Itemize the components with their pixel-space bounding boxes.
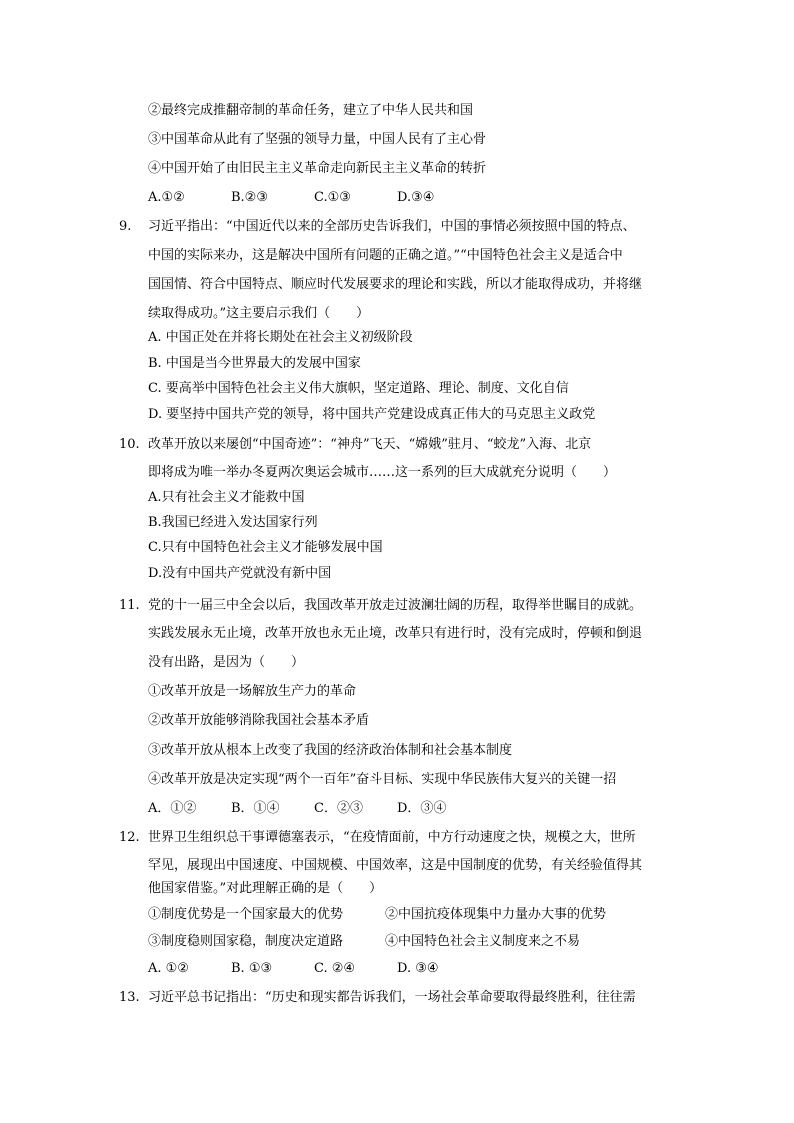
- q12-option-a[interactable]: A. ①②: [148, 961, 189, 976]
- q9-option-b[interactable]: B. 中国是当今世界最大的发展中国家: [148, 356, 361, 371]
- q12-number: 12.: [119, 830, 140, 845]
- q8-option-b[interactable]: B.②③: [231, 190, 268, 205]
- q12-item-2: ②中国抗疫体现集中力量办大事的优势: [385, 907, 607, 922]
- q8-option-c[interactable]: C.①③: [314, 190, 351, 205]
- q9-stem-line: 中国的实际来办，这是解决中国所有问题的正确之道。”“中国特色社会主义是适合中: [148, 248, 623, 263]
- q9-option-d[interactable]: D. 要坚持中国共产党的领导，将中国共产党建设成真正伟大的马克思主义政党: [148, 407, 596, 422]
- q10-option-c[interactable]: C.只有中国特色社会主义才能够发展中国: [148, 540, 383, 555]
- q8-item-2: ②最终完成推翻帝制的革命任务，建立了中华人民共和国: [148, 103, 474, 118]
- q9-number: 9.: [119, 219, 132, 234]
- q13-number: 13.: [119, 990, 140, 1005]
- q11-stem-line: 没有出路，是因为（ ）: [148, 655, 305, 670]
- q11-item-3: ③改革开放从根本上改变了我国的经济政治体制和社会基本制度: [148, 743, 513, 758]
- q11-option-c[interactable]: C．②③: [314, 801, 363, 816]
- q11-stem-line: 党的十一届三中全会以后，我国改革开放走过波澜壮阔的历程，取得举世瞩目的成就。: [148, 598, 643, 613]
- q10-stem-line: 改革开放以来屡创“中国奇迹”：“神舟”飞天、“嫦娥”驻月、“蛟龙”入海、北京: [148, 437, 592, 452]
- q8-option-d[interactable]: D.③④: [397, 190, 435, 205]
- q11-option-d[interactable]: D．③④: [397, 801, 447, 816]
- q11-item-2: ②改革开放能够消除我国社会基本矛盾: [148, 713, 370, 728]
- q9-stem-line: 续取得成功。”这主要启示我们（ ）: [148, 306, 370, 321]
- q10-option-d[interactable]: D.没有中国共产党就没有新中国: [148, 566, 332, 581]
- q11-option-b[interactable]: B．①④: [231, 801, 280, 816]
- q10-stem-line: 即将成为唯一举办冬夏两次奥运会城市……这一系列的巨大成就充分说明（ ）: [148, 465, 617, 480]
- q12-option-d[interactable]: D. ③④: [397, 961, 439, 976]
- q12-item-3: ③制度稳则国家稳，制度决定道路: [148, 934, 344, 949]
- q12-stem-line: 他国家借鉴。”对此理解正确的是（ ）: [148, 881, 383, 896]
- q12-option-c[interactable]: C. ②④: [314, 961, 356, 976]
- q13-stem-line: 习近平总书记指出：“历史和现实都告诉我们，一场社会革命要取得最终胜利，往往需: [148, 990, 636, 1005]
- q12-item-4: ④中国特色社会主义制度来之不易: [385, 934, 581, 949]
- q10-number: 10.: [119, 437, 140, 452]
- q12-options: [148, 961, 439, 977]
- q12-stem-line: 罕见，展现出中国速度、中国规模、中国效率，这是中国制度的优势，有关经验值得其: [148, 858, 643, 873]
- q11-number: 11.: [119, 598, 140, 613]
- q12-stem-line: 世界卫生组织总干事谭德塞表示，“在疫情面前，中方行动速度之快，规模之大，世所: [148, 830, 636, 845]
- q8-options: [148, 190, 434, 206]
- q11-stem-line: 实践发展永无止境，改革开放也永无止境，改革只有进行时，没有完成时，停顿和倒退: [148, 626, 643, 641]
- q8-option-a[interactable]: A.①②: [148, 190, 185, 205]
- q12-item-1: ①制度优势是一个国家最大的优势: [148, 907, 344, 922]
- q12-option-b[interactable]: B. ①③: [231, 961, 273, 976]
- q9-option-c[interactable]: C. 要高举中国特色社会主义伟大旗帜，坚定道路、理论、制度、文化自信: [148, 381, 569, 396]
- q9-stem-line: 习近平指出：“中国近代以来的全部历史告诉我们，中国的事情必须按照中国的特点、: [148, 219, 636, 234]
- q10-option-a[interactable]: A.只有社会主义才能救中国: [148, 490, 305, 505]
- q8-item-4: ④中国开始了由旧民主主义革命走向新民主主义革命的转折: [148, 161, 487, 176]
- q11-options: [148, 801, 446, 817]
- q9-stem-line: 国国情、符合中国特点、顺应时代发展要求的理论和实践，所以才能取得成功，并将继: [148, 277, 643, 292]
- q11-item-4: ④改革开放是决定实现“两个一百年”奋斗目标、实现中华民族伟大复兴的关键一招: [148, 772, 617, 787]
- q8-item-3: ③中国革命从此有了坚强的领导力量，中国人民有了主心骨: [148, 132, 487, 147]
- q10-option-b[interactable]: B.我国已经进入发达国家行列: [148, 515, 318, 530]
- q11-item-1: ①改革开放是一场解放生产力的革命: [148, 684, 357, 699]
- q11-option-a[interactable]: A．①②: [148, 801, 197, 816]
- q9-option-a[interactable]: A. 中国正处在并将长期处在社会主义初级阶段: [148, 330, 413, 345]
